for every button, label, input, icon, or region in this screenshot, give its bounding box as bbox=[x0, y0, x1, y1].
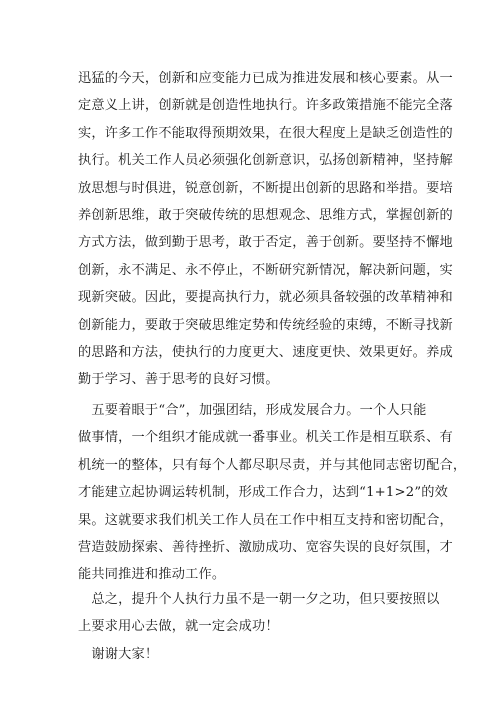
text-line: 放思想与时俱进，锐意创新，不断提出创新的思路和举措。要培 bbox=[78, 180, 453, 196]
text-line: 迅猛的今天，创新和应变能力已成为推进发展和核心要素。从一 bbox=[78, 71, 453, 86]
text-line: 创新，永不满足、永不停止，不断研究新情况，解决新问题，实 bbox=[78, 262, 453, 278]
text-line: 能共同推进和推动工作。 bbox=[78, 567, 226, 583]
text-line: 才能建立起协调运转机制，形成工作合力，达到“1+1>2”的效 bbox=[78, 485, 449, 501]
text-line: 定意义上讲，创新就是创造性地执行。许多政策措施不能完全落 bbox=[78, 98, 453, 114]
text-line: 方式方法，做到勤于思考，敢于否定，善于创新。要坚持不懈地 bbox=[78, 235, 453, 251]
text-line: 实，许多工作不能取得预期效果，在很大程度上是缺乏创造性的 bbox=[78, 125, 453, 141]
text-line: 五要着眼于“合”，加强团结，形成发展合力。一个人只能 bbox=[78, 403, 427, 418]
paragraph-conclusion bbox=[78, 586, 438, 641]
text-line: 执行。机关工作人员必须强化创新意识，弘扬创新精神，坚持解 bbox=[78, 153, 453, 169]
text-line: 勤于学习、善于思考的良好习惯。 bbox=[78, 372, 279, 388]
text-line: 上要求用心去做，就一定会成功！ bbox=[78, 619, 279, 635]
paragraph-thanks bbox=[78, 641, 438, 668]
text-line: 果。这就要求我们机关工作人员在工作中相互支持和密切配合， bbox=[78, 512, 453, 528]
text-line: 现新突破。因此，要提高执行力，就必须具备较强的改革精神和 bbox=[78, 290, 453, 306]
text-line: 养创新思维，敢于突破传统的思想观念、思维方式，掌握创新的 bbox=[78, 208, 453, 224]
text-line: 谢谢大家！ bbox=[78, 647, 159, 662]
text-line: 机统一的整体，只有每个人都尽职尽责，并与其他同志密切配合， bbox=[78, 457, 467, 473]
text-line: 做事情，一个组织才能成就一番事业。机关工作是相互联系、有 bbox=[78, 430, 453, 446]
text-line: 营造鼓励探索、善待挫折、激励成功、宽容失误的良好氛围，才 bbox=[78, 540, 453, 556]
paragraph-unity bbox=[78, 397, 467, 589]
text-line: 创新能力，要敢于突破思维定势和传统经验的束缚，不断寻找新 bbox=[78, 317, 453, 333]
text-line: 总之，提升个人执行力虽不是一朝一夕之功，但只要按照以 bbox=[78, 592, 440, 607]
paragraph-innovation bbox=[78, 65, 453, 394]
text-line: 的思路和方法，使执行的力度更大、速度更快、效果更好。养成 bbox=[78, 345, 453, 361]
